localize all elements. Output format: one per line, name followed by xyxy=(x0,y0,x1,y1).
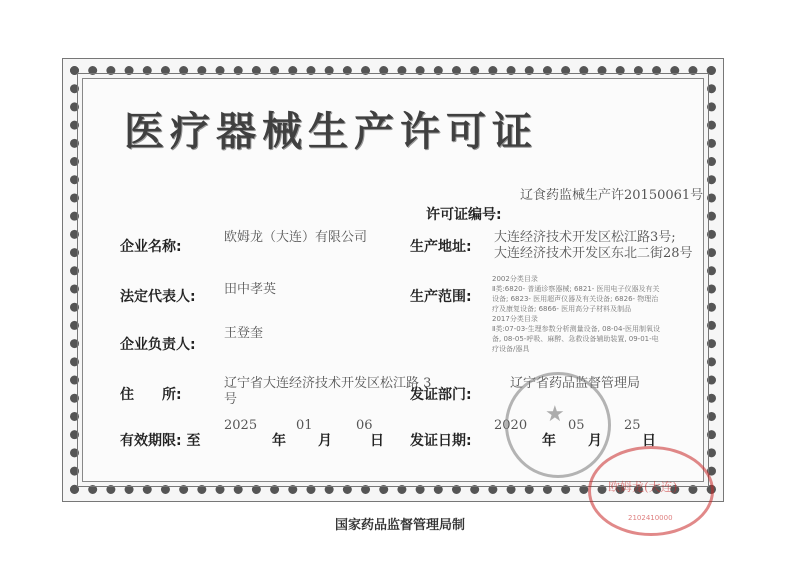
production-address-line-2: 大连经济技术开发区东北二街28号 xyxy=(494,246,693,261)
issue-year: 2020 xyxy=(494,418,528,433)
certificate-title: 医疗器械生产许可证 xyxy=(124,108,538,155)
footer-issuer: 国家药品监督管理局制 xyxy=(334,518,465,533)
scope-line: 2002分类目录 xyxy=(492,275,538,283)
issue-day: 25 xyxy=(624,418,641,433)
scope-line: 疗及康复设备; 6866- 医用高分子材料及制品 xyxy=(492,305,632,313)
issue-date-label: 发证日期: xyxy=(410,433,472,449)
scope-line: Ⅱ类:6820- 普通诊察器械; 6821- 医用电子仪器及有关 xyxy=(492,285,660,293)
license-no-label: 许可证编号: xyxy=(426,207,502,223)
residence-label: 住 所: xyxy=(120,387,182,403)
scope-line: 设备; 6823- 医用超声仪器及有关设备; 6826- 物理治 xyxy=(492,295,659,303)
issuing-authority-value: 辽宁省药品监督管理局 xyxy=(510,376,641,391)
company-value: 欧姆龙（大连）有限公司 xyxy=(224,230,368,245)
production-address-label: 生产地址: xyxy=(410,239,472,255)
production-scope-label: 生产范围: xyxy=(410,289,472,305)
residence-line-1: 辽宁省大连经济技术开发区松江路 3 xyxy=(224,376,432,391)
issuing-authority-label: 发证部门: xyxy=(410,387,472,403)
residence-line-2: 号 xyxy=(224,392,238,407)
company-seal-code: 2102410000 xyxy=(628,514,673,522)
company-head-label: 企业负责人: xyxy=(120,337,196,353)
production-scope-text xyxy=(492,274,700,354)
company-label: 企业名称: xyxy=(120,239,182,255)
scope-line: Ⅱ类:07-03-生理参数分析测量设备, 08-04-医用制氧设 xyxy=(492,325,660,333)
company-seal-text: 欧姆龙(大连) xyxy=(608,480,678,494)
validity-month: 01 xyxy=(296,418,313,433)
scope-line: 疗设备/器具 xyxy=(492,345,530,353)
seal-star-icon: ★ xyxy=(545,402,565,427)
validity-label: 有效期限: 至 xyxy=(120,433,201,449)
legal-rep-value: 田中孝英 xyxy=(224,282,277,297)
issue-day-unit: 日 xyxy=(642,433,656,449)
issue-month-unit: 月 xyxy=(588,433,602,449)
issue-month: 05 xyxy=(568,418,585,433)
validity-day: 06 xyxy=(356,418,373,433)
issue-year-unit: 年 xyxy=(542,433,556,449)
production-address-line-1: 大连经济技术开发区松江路3号; xyxy=(494,230,676,245)
legal-rep-label: 法定代表人: xyxy=(120,289,196,305)
validity-day-unit: 日 xyxy=(370,433,384,449)
license-no-value: 辽食药监械生产许20150061号 xyxy=(520,188,704,203)
validity-month-unit: 月 xyxy=(318,433,332,449)
scope-line: 2017分类目录 xyxy=(492,315,538,323)
company-head-value: 王登奎 xyxy=(224,326,264,341)
validity-year-unit: 年 xyxy=(272,433,286,449)
scope-line: 备, 08-05-呼吸、麻醉、急救设备辅助装置, 09-01-电 xyxy=(492,335,659,343)
validity-year: 2025 xyxy=(224,418,258,433)
